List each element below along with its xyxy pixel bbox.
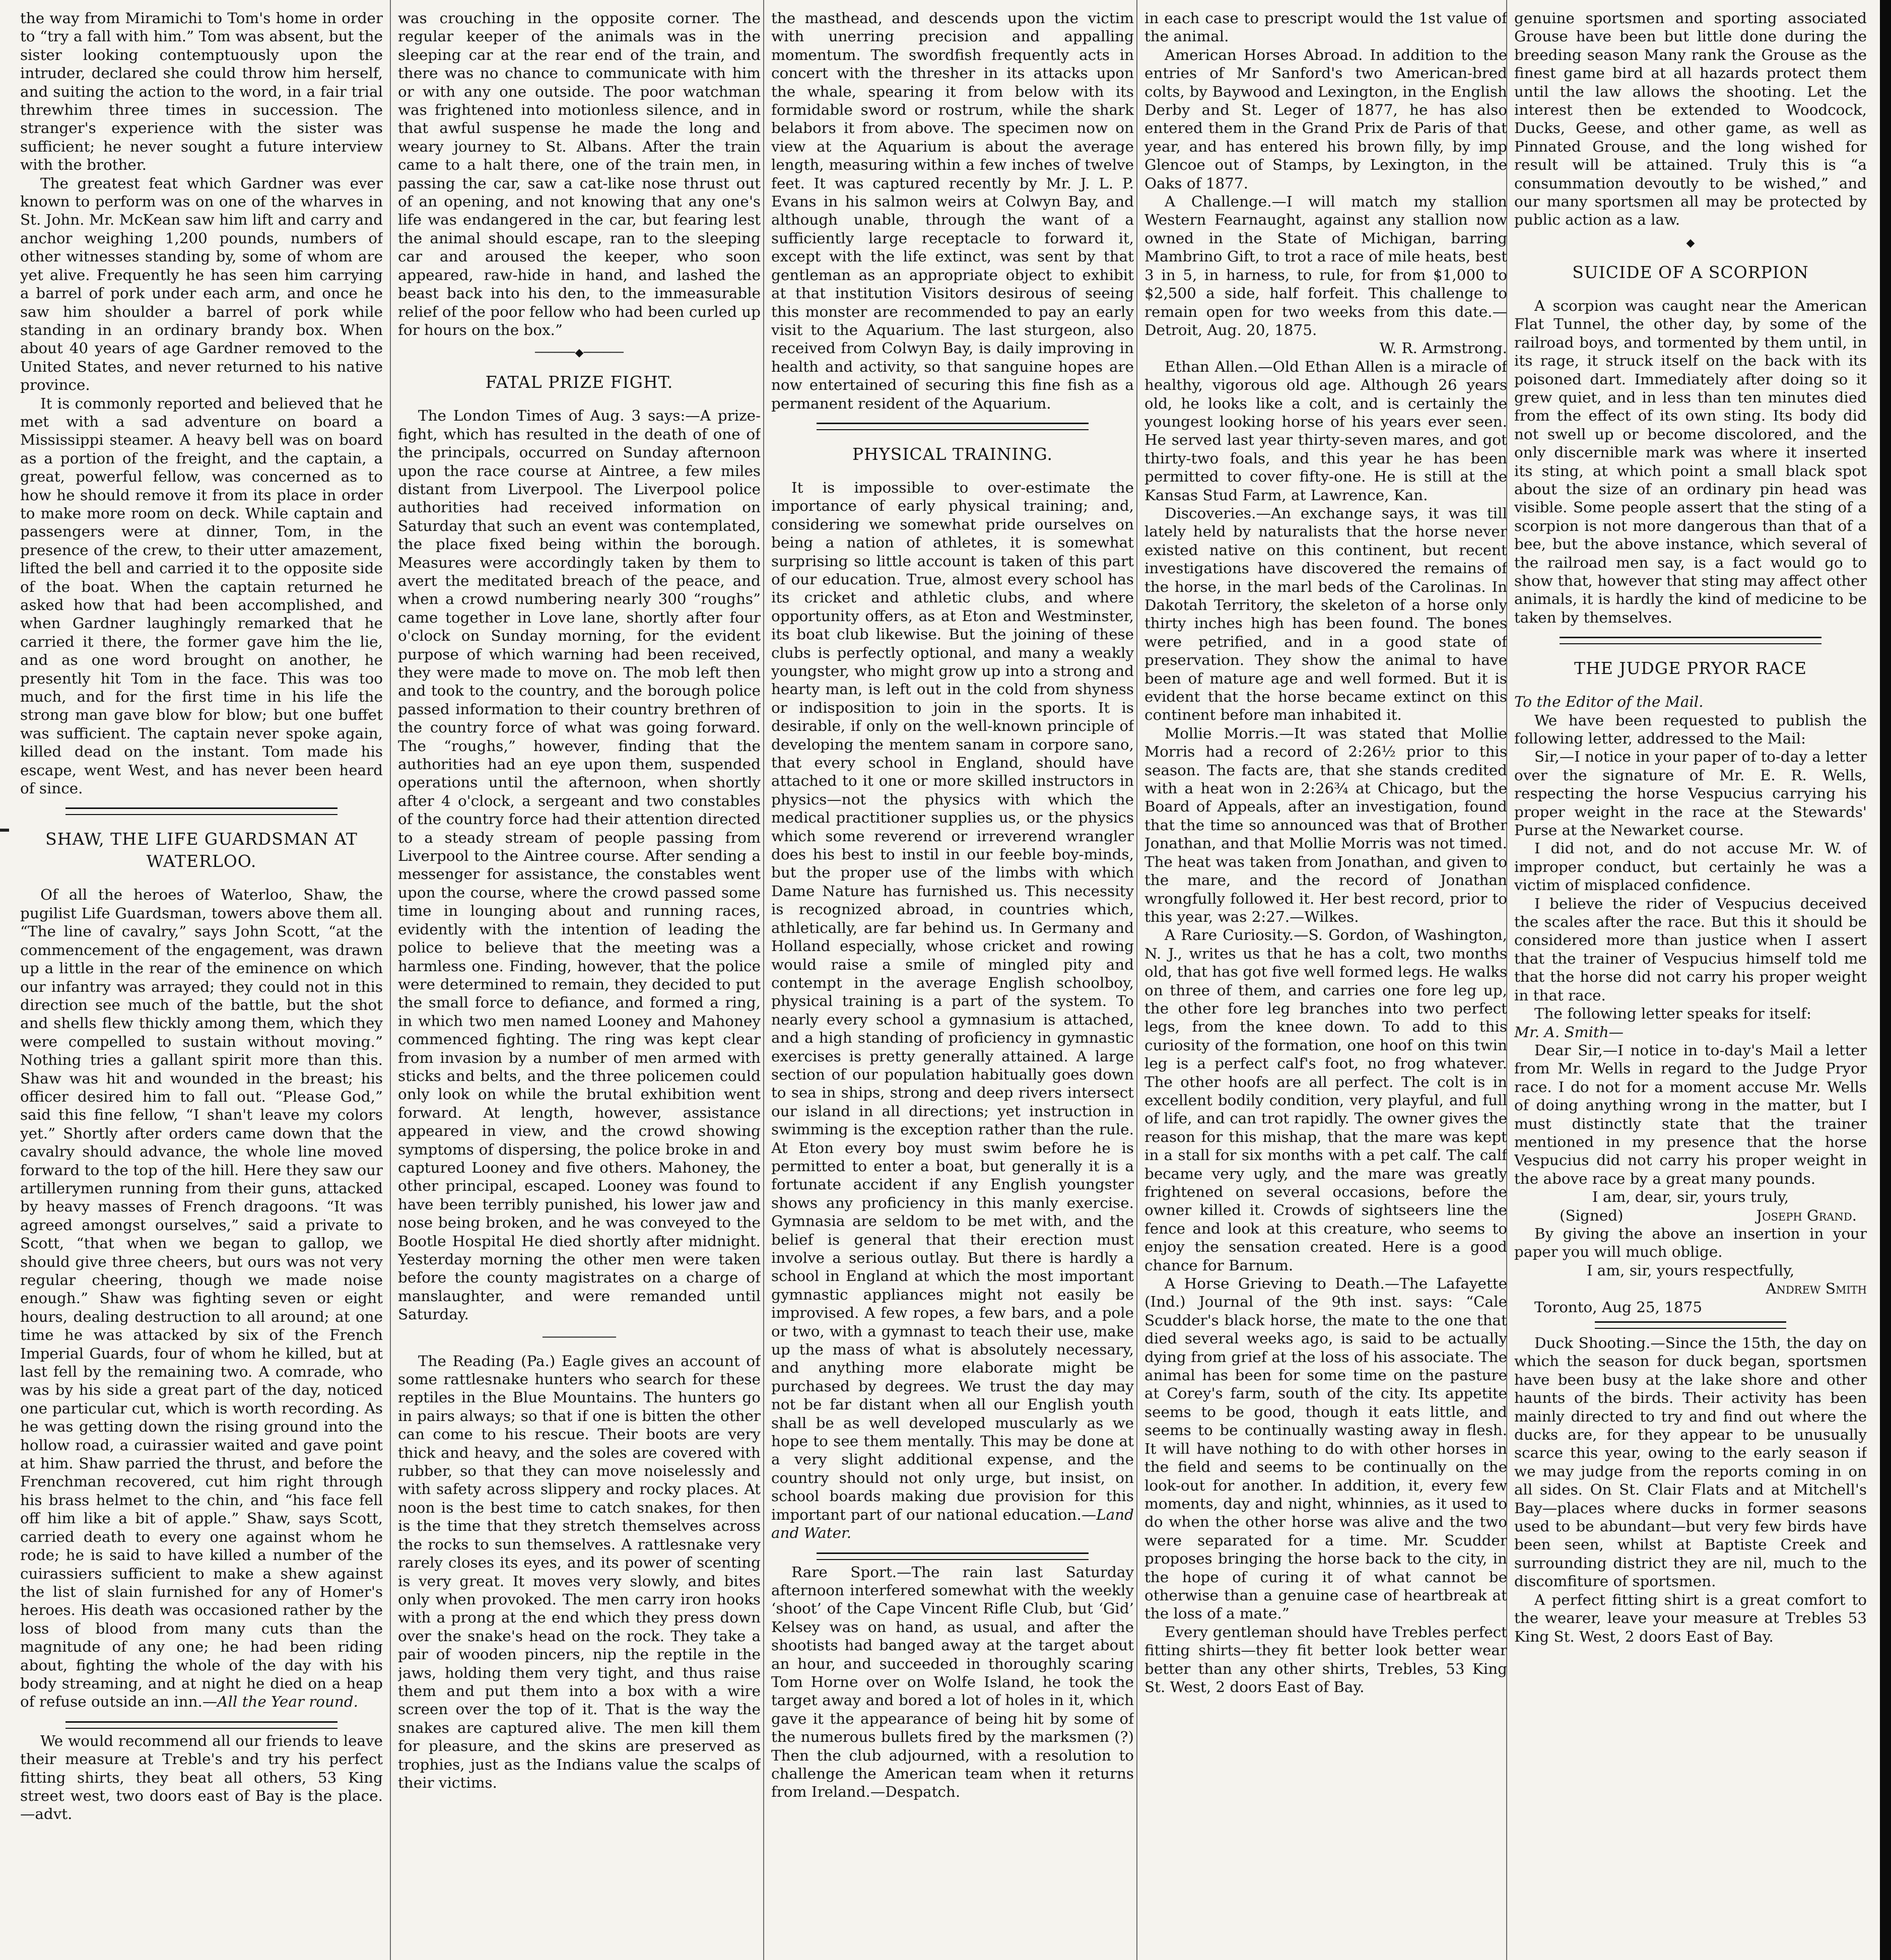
- letter-closing: I am, dear, sir, yours truly,: [1592, 1188, 1789, 1206]
- article-paragraph: the way from Miramichi to Tom's home in order to “try a fall with him.” Tom was absent, but the sister looking contemptuously upon the intruder, declared she could throw him herself, and suiting the action to the word, in a fair trial threwhim three times in succession. The stranger's experience with the sister was sufficient; he never sought a future interview with the brother.: [20, 10, 383, 174]
- article-paragraph: The greatest feat which Gardner was ever known to perform was on one of the wharves in St. John. Mr. McKean saw him lift and carry and anchor weighing 1,200 pounds, numbers of other witnesses standing by, some of whom are yet alive. Frequently he has seen him carrying a barrel of pork under each arm, and once he saw him shoulder a barrel of pork while standing in an ordinary brandy box. When about 40 years of age Gardner removed to the United States, and never returned to his native province.: [20, 174, 383, 394]
- advertisement: We would recommend all our friends to leave their measure at Treble's and try his perfect fitting shirts, they beat all others, 53 King street west, two doors east of Bay is the place.—advt.: [20, 1732, 383, 1823]
- article-paragraph: Sir,—I notice in your paper of to-day a letter over the signature of Mr. E. R. Wells, respecting the horse Vespucius carrying his proper weight in the race at the Stewards' Purse at the Newarket course.: [1514, 748, 1867, 839]
- article-paragraph: Dear Sir,—I notice in to-day's Mail a letter from Mr. Wells in regard to the Judge Pryor race. I do not for a moment accuse Mr. Wells of doing anything wrong in the matter, but I must distinctly state that the trainer mentioned in my presence that the horse Vespucius did not carry his proper weight in the above race by a great many pounds.: [1514, 1041, 1867, 1187]
- article-paragraph: A Horse Grieving to Death.—The Lafayette (Ind.) Journal of the 9th inst. says: “Cale Scudder's black horse, the mate to the one that died several weeks ago, is said to be actually dying from grief at the loss of his associate. The animal has been for some time on the pasture at Corey's farm, south of the city. Its appetite seems to be good, though it eats little, and seems to be continually wasting away in flesh. It will have nothing to do with other horses in the field and seems to be continually on the look-out for another. In addition, it, every few moments, day and night, whinnies, as it used to do when the other horse was alive and the two were separated for a time. Mr. Scudder proposes bringing the horse back to the city, in the hope of curing it of what cannot be otherwise than a genuine case of heartbreak at the loss of a mate.”: [1144, 1275, 1507, 1623]
- ornament-divider: ──────◆──────: [535, 347, 624, 360]
- article-paragraph: in each case to prescript would the 1st value of the animal.: [1144, 10, 1507, 45]
- article-paragraph: I did not, and do not accuse Mr. W. of improper conduct, but certainly he was a victim of misplaced confidence.: [1514, 840, 1867, 894]
- article-paragraph: The following letter speaks for itself:: [1534, 1005, 1812, 1023]
- signature: (Signed) Joseph Grand.: [1560, 1206, 1857, 1224]
- article-paragraph: We have been requested to publish the following letter, addressed to the Mail:: [1514, 711, 1867, 747]
- article-paragraph: was crouching in the opposite corner. The regular keeper of the animals was in the sleeping car at the rear end of the train, and there was no chance to communicate with him or with any one outside. The poor watchman was frightened into motionless silence, and in that awful suspense he made the long and weary journey to St. Albans. After the train came to a halt there, one of the train men, in passing the car, saw a cat-like nose thrust out of an opening, and not knowing that any one's life was endangered in the car, but fearing lest the animal should escape, ran to the sleeping car and aroused the keeper, who soon appeared, raw-hide in hand, and lashed the beast back into his den, to the immeasurable relief of the poor fellow who had been curled up for hours on the box.”: [398, 10, 761, 339]
- article-paragraph: The London Times of Aug. 3 says:—A prize-fight, which has resulted in the death of one of the principals, occurred on Sunday afternoon upon the race course at Aintree, a few miles distant from Liverpool. The Liverpool police authorities had received information on Saturday that such an event was contemplated, the place fixed being within the borough. Measures were accordingly taken by them to avert the meditated breach of the peace, and when a crowd numbering nearly 300 “roughs” came together in Love lane, shortly after four o'clock on Sunday morning, for the evident purpose of which warning had been received, they were made to move on. The mob left then and took to the country, and the borough police passed information to their country brethren of the country force of what was going forward. The “roughs,” however, finding that the authorities had an eye upon them, suspended operations until the afternoon, when shortly after 4 o'clock, a sergeant and two constables of the country force had their attention directed to a steady stream of people passing from Liverpool to the Aintree course. After sending a messenger for assistance, the constables went upon the course, where the crowd passed some time in lounging about and running races, evidently with the intention of leading the police to believe that the meeting was a harmless one. Finding, however, that the police were determined to remain, they decided to put the small force to defiance, and formed a ring, in which two men named Looney and Mahoney commenced fighting. The ring was kept clear from invasion by a number of men armed with sticks and belts, and the three policemen could only look on while the brutal exhibition went forward. At length, however, assistance appeared in view, and the crowd showing symptoms of dispersing, the police broke in and captured Looney and five others. Mahoney, the other principal, escaped. Looney was found to have been terribly punished, his lower jaw and nose being broken, and he was conveyed to the Bootle Hospital He died shortly after midnight. Yesterday morning the other men were taken before the county magistrates on a charge of manslaughter, and were remanded until Saturday.: [398, 407, 761, 1323]
- article-paragraph: It is commonly reported and believed that he met with a sad adventure on board a Mississippi steamer. A heavy bell was on board as a portion of the freight, and the captain, a great, powerful fellow, was concerned as to how he should remove it from its place in order to make more room on deck. While captain and passengers were at dinner, Tom, in the presence of the crew, to their utter amazement, lifted the bell and carried it to the opposite side of the boat. When the captain returned he asked how that had been accomplished, and when Gardner laughingly remarked that he carried it there, the former gave him the lie, and as one word brought on another, he presently hit Tom in the face. This was too much, and for the first time in his life the strong man gave blow for blow; but one buffet was sufficient. The captain never spoke again, killed dead on the instant. Tom made his escape, went West, and has never been heard of since.: [20, 394, 383, 797]
- column-rule: [763, 0, 764, 1960]
- article-paragraph: The Reading (Pa.) Eagle gives an account of some rattlesnake hunters who search for these reptiles in the Blue Mountains. The hunters go in pairs always; so that if one is bitten the other can come to his rescue. Their boots are very thick and heavy, and the soles are covered with rubber, so that they can move noiselessly and with safety across slippery and rocky places. At noon is the best time to catch snakes, for then is the time that they stretch themselves across the rocks to sun themselves. A rattlesnake very rarely closes its eyes, and its power of scenting is very great. It moves very slowly, and bites only when provoked. The men carry iron hooks with a prong at the end which they press down over the snake's head on the rock. They take a pair of wooden pincers, nip the reptile in the jaws, holding them very tight, and thus raise them and put them into a box with a wire screen over the top of it. That is the way the snakes are captured alive. The men kill them for pleasure, and the skins are preserved as trophies, just as the Indians value the scalps of their victims.: [398, 1352, 761, 1791]
- section-rule: [1560, 637, 1821, 644]
- column-rule: [390, 0, 391, 1960]
- signature: Andrew Smith: [1766, 1280, 1867, 1298]
- section-rule: [65, 1721, 337, 1729]
- article-paragraph: Ethan Allen.—Old Ethan Allen is a miracle of healthy, vigorous old age. Although 26 years old, he looks like a colt, and is certainly the youngest looking horse of his years ever seen. He served last year thirty-seven mares, and got thirty-two foals, and this year he has been permitted to cover fifty-one. He is still at the Kansas Stud Farm, at Lawrence, Kan.: [1144, 358, 1507, 504]
- article-paragraph: A Challenge.—I will match my stallion Western Fearnaught, against any stallion now owned in the State of Michigan, barring Mambrino Gift, to trot a race of mile heats, best 3 in 5, in harness, to rule, for from $1,000 to $2,500 a side, half forfeit. This challenge to remain open for two weeks from this date.—Detroit, Aug. 20, 1875.: [1144, 193, 1507, 339]
- letter-closing: I am, sir, yours respectfully,: [1586, 1261, 1795, 1279]
- column-2: [398, 9, 761, 1943]
- ornament-divider: ───────────: [543, 1331, 616, 1344]
- signature: W. R. Armstrong.: [1379, 340, 1507, 357]
- article-heading: SUICIDE OF A SCORPION: [1572, 262, 1809, 282]
- article-paragraph: American Horses Abroad. In addition to the entries of Mr Sanford's two American-bred colts, by Baywood and Lexington, in the English Derby and St. Leger of 1877, he has also entered them in the Grand Prix de Paris of that year, and has entered his brown filly, by imp Glencoe out of Stamps, by Lexington, in the Oaks of 1877.: [1144, 46, 1507, 192]
- scan-border: [1880, 0, 1891, 1960]
- section-rule: [817, 1552, 1089, 1560]
- column-5: [1514, 9, 1867, 1943]
- article-paragraph: It is impossible to over-estimate the importance of early physical training; and, considering we somewhat pride ourselves on being a nation of athletes, it is somewhat surprising so little account is taken of this part of our education. True, almost every school has its cricket and athletic clubs, and where opportunity offers, as at Eton and Westminster, its boat club likewise. But the joining of these clubs is perfectly optional, and many a weakly youngster, who might grow up into a strong and hearty man, is left out in the cold from shyness or indisposition to join in the sports. It is desirable, if only on the well-known principle of developing the mentem sanam in corpore sano, that every school in England, should have attached to it one or more skilled instructors in physics—not the physics with which the medical practitioner supplies us, or the physics which some reverend or irreverend wrangler does his best to instil in our feeble boy-minds, but the proper use of the limbs with which Dame Nature has furnished us. This necessity is recognized abroad, in countries which, athletically, are far behind us. In Germany and Holland especially, whose cricket and rowing would raise a smile of mingled pity and contempt in the average English schoolboy, physical training is a part of the system. To nearly every school a gymnasium is attached, and a high standing of proficiency in gymnastic exercises is pretty generally attained. A large section of our population habitually goes down to sea in ships, strong and deep rivers intersect our island in all directions; yet instruction in swimming is the exception rather than the rule. At Eton every boy must swim before he is permitted to enter a boat, but generally it is a fortunate accident if any English youngster shows any proficiency in this manly exercise. Gymnasia are seldom to be met with, and the belief is general that their erection must involve a serious outlay. But there is hardly a school in England at which the most important gymnastic appliances might not easily be improvised. A few ropes, a few bars, and a pole or two, with a gymnast to teach their use, make up the mass of what is absolutely necessary, and anything more elaborate might be purchased by degrees. We trust the day may not be far distant when all our English youth shall be as well developed muscularly as we hope to see them mentally. This may be done at a very slight additional expense, and the country should not only urge, but insist, on school boards making due provision for this important part of our national education.—Land and Water.: [771, 479, 1134, 1542]
- article-heading: THE JUDGE PRYOR RACE: [1574, 658, 1807, 679]
- advertisement: A perfect fitting shirt is a great comfort to the wearer, leave your measure at Trebles 53 King St. West, 2 doors East of Bay.: [1514, 1591, 1867, 1645]
- section-rule: [65, 807, 337, 815]
- article-heading: SHAW, THE LIFE GUARDSMAN AT WATERLOO.: [45, 829, 358, 871]
- article-paragraph: I believe the rider of Vespucius deceived the scales after the race. But this it should be considered more than justice when I assert that the trainer of Vespucius himself told me that the horse did not carry his proper weight in that race.: [1514, 895, 1867, 1004]
- letter-addressee: To the Editor of the Mail.: [1514, 693, 1704, 711]
- article-paragraph: Mollie Morris.—It was stated that Mollie Morris had a record of 2:26½ prior to this season. The facts are, that she stands credited with a heat won in 2:26¾ at Chicago, but the Board of Appeals, after an investigation, found that the time so announced was that of Brother Jonathan, and that Mollie Morris was not timed. The heat was taken from Jonathan, and given to the mare, and the record of Jonathan wrongfully followed it. Her best record, prior to this year, was 2:27.—Wilkes.: [1144, 724, 1507, 925]
- article-paragraph: By giving the above an insertion in your paper you will much oblige.: [1514, 1225, 1867, 1261]
- section-rule: [817, 423, 1089, 430]
- letter-salutation: Mr. A. Smith—: [1514, 1023, 1624, 1041]
- article-paragraph: A scorpion was caught near the American Flat Tunnel, the other day, by some of the railroad boys, and tormented by them until, in its rage, it struck itself on the back with its poisoned dart. Immediately after doing so it grew quiet, and in less than ten minutes died from the effect of its own sting. Its body did not swell up or become discolored, and the only discernible mark was where it inserted its sting, at which point a small black spot about the size of an ordinary pin head was visible. Some people assert that the sting of a scorpion is not more dangerous than that of a bee, but the above instance, which several of the railroad men say, is a fact would go to show that, however that sting may affect other animals, it is hardly the kind of medicine to be taken by themselves.: [1514, 297, 1867, 626]
- column-1: [20, 9, 383, 1943]
- column-4: [1144, 9, 1507, 1943]
- article-heading: FATAL PRIZE FIGHT.: [485, 372, 673, 392]
- advertisement: Every gentleman should have Trebles perfect fitting shirts—they fit better look better wear better than any other shirts, Trebles, 53 King St. West, 2 doors East of Bay.: [1144, 1623, 1507, 1696]
- ornament-divider: ◆: [1686, 236, 1695, 249]
- column-3: [771, 9, 1134, 1943]
- article-paragraph: the masthead, and descends upon the victim with unerring precision and appalling momentum. The swordfish frequently acts in concert with the thresher in its attacks upon the whale, spearing it from below with its formidable sword or rostrum, while the shark belabors it from above. The specimen now on view at the Aquarium is about the average length, measuring within a few inches of twelve feet. It was captured recently by Mr. J. L. P. Evans in his salmon weirs at Colwyn Bay, and although unable, through the want of a sufficiently large receptacle to forward it, except with the life extinct, was sent by that gentleman as an appropriate object to exhibit at that institution Visitors desirous of seeing this monster are recommended to pay an early visit to the Aquarium. The last sturgeon, also received from Colwyn Bay, is daily improving in health and activity, so that sanguine hopes are now entertained of securing this fine fish as a permanent resident of the Aquarium.: [771, 10, 1134, 412]
- article-paragraph: Duck Shooting.—Since the 15th, the day on which the season for duck began, sportsmen have been busy at the lake shore and other haunts of the birds. Their activity has been mainly directed to try and find out where the ducks are, for they appear to be unusually scarce this year, owing to the early season if we may judge from the reports coming in on all sides. On St. Clair Flats and at Mitchell's Bay—places where ducks in former seasons used to be abundant—but very few birds have been seen, whilst at Baptiste Creek and surrounding district they are nil, much to the discomfiture of sportsmen.: [1514, 1334, 1867, 1590]
- article-paragraph: A Rare Curiosity.—S. Gordon, of Washington, N. J., writes us that he has a colt, two months old, that has got five well formed legs. He walks on three of them, and carries one fore leg up, the other fore leg branches into two perfect legs, from the knee down. To add to this curiosity of the formation, one hoof on this twin leg is a perfect calf's foot, no frog whatever. The other hoofs are all perfect. The colt is in excellent bodily condition, very playful, and full of life, and can trot rapidly. The owner gives the reason for this mishap, that the mare was kept in a stall for six months with a pet calf. The calf became very ugly, and the mare was greatly frightened on several occasions, before the owner killed it. Crowds of sightseers line the fence and look at this creature, who seems to enjoy the sensation created. Here is a good chance for Barnum.: [1144, 926, 1507, 1274]
- article-paragraph: Discoveries.—An exchange says, it was till lately held by naturalists that the horse never existed native on this continent, but recent investigations have discovered the remains of the horse, in the marl beds of the Carolinas. In Dakotah Territory, the skeleton of a horse only thirty inches high has been found. The bones were petrified, and in a good state of preservation. They show the animal to have been of mature age and well formed. But it is evident that the horse became extinct on this continent before man inhabited it.: [1144, 504, 1507, 724]
- article-paragraph: Rare Sport.—The rain last Saturday afternoon interfered somewhat with the weekly ‘shoot’ of the Cape Vincent Rifle Club, but ‘Gid’ Kelsey was on hand, as usual, and after the shootists had banged away at the target about an hour, and succeeded in thoroughly scaring Tom Horne over on Wolfe Island, he took the target away and bored a lot of holes in it, which gave it the appearance of being hit by some of the numerous bullets fired by the marksmen (?) Then the club adjourned, with a resolution to challenge the American team when it returns from Ireland.—Despatch.: [771, 1563, 1134, 1801]
- section-rule: [1595, 1321, 1786, 1329]
- article-paragraph: genuine sportsmen and sporting associated Grouse have been but little done during the breeding season Many rank the Grouse as the finest game bird at all hazards protect them until the law allows the shooting. Let the interest then be extended to Woodcock, Ducks, Geese, and other game, as well as Pinnated Grouse, and the long wished for result will be attained. Truly this is “a consummation devoutly to be wished,” and our many sportsmen all may be protected by public action as a law.: [1514, 10, 1867, 229]
- dateline: Toronto, Aug 25, 1875: [1534, 1298, 1703, 1316]
- column-rule: [1136, 0, 1137, 1960]
- scan-mark: [0, 829, 9, 832]
- article-paragraph: Of all the heroes of Waterloo, Shaw, the pugilist Life Guardsman, towers above them all. “The line of cavalry,” says John Scott, “at the commencement of the engagement, was drawn up a little in the rear of the eminence on which our infantry was arrayed; they could not in this direction see much of the battle, but the shot and shells flew thickly among them, which they were compelled to sustain without moving.” Nothing tries a gallant spirit more than this. Shaw was hit and wounded in the breast; his officer desired him to fall out. “Please God,” said this fine fellow, “I shan't leave my colors yet.” Shortly after orders came down that the cavalry should advance, the whole line moved forward to the top of the hill. Here they saw our artillerymen running from their guns, attacked by heavy masses of French dragoons. “It was agreed amongst ourselves,” said a private to Scott, “that when we began to gallop, we should give three cheers, but ours was not very regular cheering, though we made noise enough.” Shaw was fighting seven or eight hours, dealing destruction to all around; at one time he was attacked by six of the French Imperial Guards, four of whom he killed, but at last fell by the remaining two. A comrade, who was by his side a great part of the day, noticed one particular cut, which is worth recording. As he was getting down the rising ground into the hollow road, a cuirassier waited and gave point at him. Shaw parried the thrust, and before the Frenchman recovered, cut him right through his brass helmet to the chin, and “his face fell off him like a bit of apple.” Shaw, says Scott, carried death to every one against whom he rode; he is said to have killed a number of the cuirassiers sufficient to make a shew against the list of slain furnished for any of Homer's heroes. His death was occasioned rather by the loss of blood from many cuts than the magnitude of any one; he had been riding about, fighting the whole of the day with his body streaming, and at night he died on a heap of refuse outside an inn.—All the Year round.: [20, 886, 383, 1711]
- article-heading: PHYSICAL TRAINING.: [852, 444, 1053, 464]
